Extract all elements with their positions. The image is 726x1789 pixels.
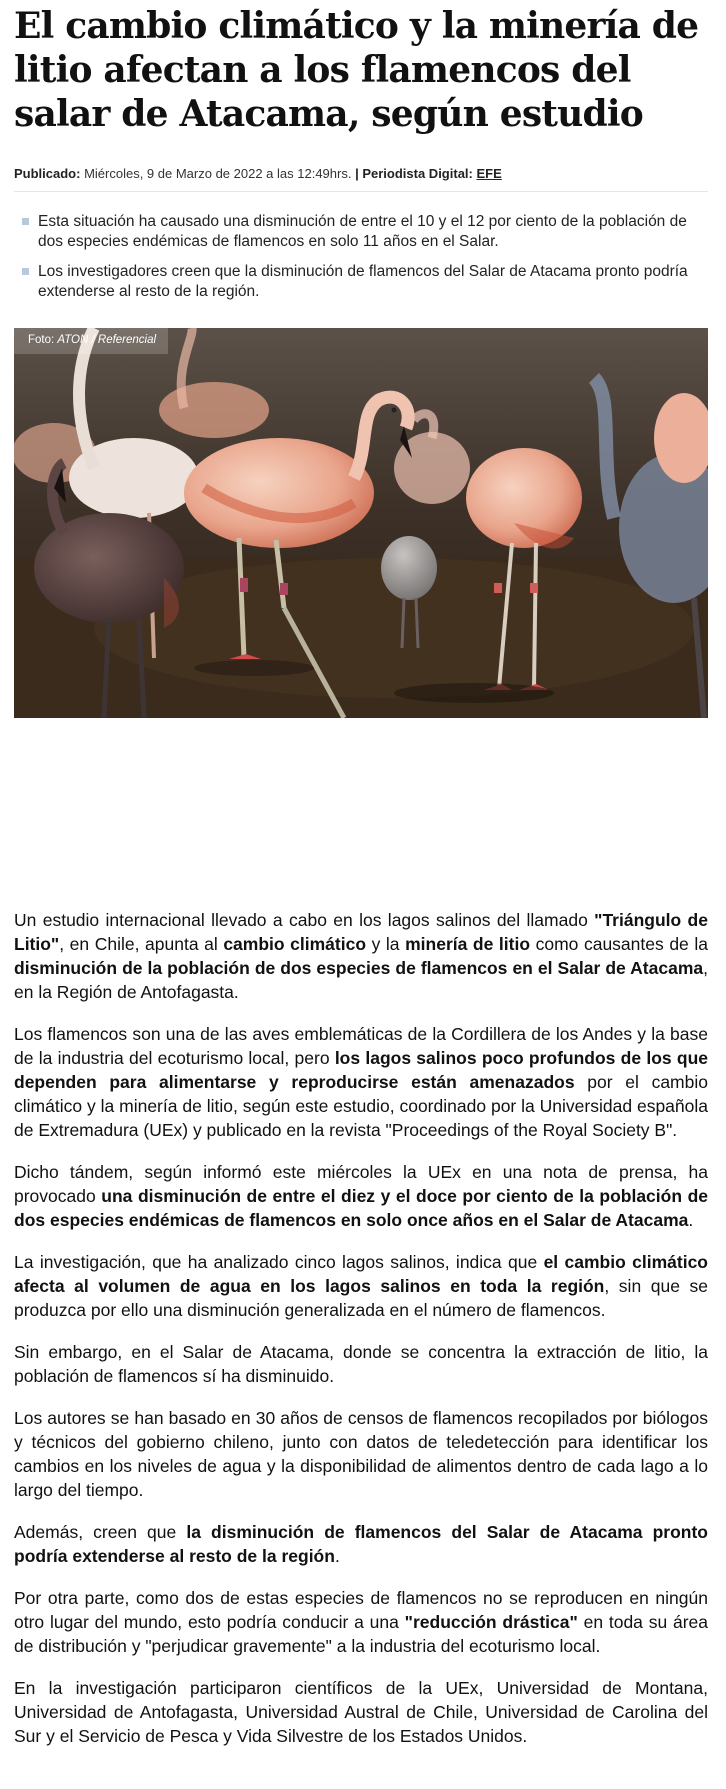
emphasis-text: minería de litio [405, 934, 531, 954]
paragraph-text: , en Chile, apunta al [59, 934, 224, 954]
author-label: Periodista Digital: [362, 166, 473, 181]
article-paragraph [14, 1676, 708, 1748]
photo-credit-label: Foto: [28, 334, 55, 346]
paragraph-text: , sin que se produzca por ello una disminución generalizada en el número de flamencos. [14, 1276, 708, 1320]
article-paragraph [14, 1406, 708, 1502]
paragraph-text: Un estudio internacional llevado a cabo en los lagos salinos del llamado [14, 910, 595, 930]
article-photo [14, 328, 708, 718]
paragraph-text: Dicho tándem, según informó este miércoles la UEx en una nota de prensa, ha provocado [14, 1162, 708, 1206]
article-paragraph [14, 1520, 708, 1568]
article-paragraph [14, 1160, 708, 1232]
article-paragraph [14, 1022, 708, 1142]
published-label: Publicado: [14, 166, 81, 181]
ad-placeholder [14, 718, 708, 908]
article-paragraph [14, 1250, 708, 1322]
article [14, 0, 708, 1766]
paragraph-text: Sin embargo, en el Salar de Atacama, donde se concentra la extracción de litio, la población de flamencos sí ha disminuido. [14, 1342, 708, 1386]
paragraph-text: en toda su área de distribución y "perjudicar gravemente" a la industria del ecoturismo local. [14, 1612, 708, 1656]
bullet-square-icon [22, 218, 29, 225]
article-paragraph [14, 1586, 708, 1658]
paragraph-text: por el cambio climático y la minería de litio, según este estudio, coordinado por la Universidad española de Extremadura (UEx) y publicado en la revista "Proceedings of the Royal Society B". [14, 1072, 708, 1140]
emphasis-text: "Triángulo de Litio" [14, 910, 708, 954]
summary-bullet [14, 212, 708, 252]
paragraph-text: como causantes de la [530, 934, 708, 954]
paragraph-text: Además, creen que [14, 1522, 187, 1542]
emphasis-text: disminución de la población de dos especies de flamencos en el Salar de Atacama [14, 958, 704, 978]
summary-bullet-text: Los investigadores creen que la disminución de flamencos del Salar de Atacama pronto podría extenderse al resto de la región. [38, 263, 688, 300]
flamingos-image [14, 328, 708, 718]
paragraph-text: La investigación, que ha analizado cinco lagos salinos, indica que [14, 1252, 544, 1272]
meta-separator: | [355, 166, 359, 181]
summary-bullet-text: Esta situación ha causado una disminución de entre el 10 y el 12 por ciento de la población de dos especies endémicas de flamencos en solo 11 años en el Salar. [38, 213, 687, 250]
emphasis-text: los lagos salinos poco profundos de los que dependen para alimentarse y reproducirse están amenazados [14, 1048, 708, 1092]
article-paragraph [14, 908, 708, 1004]
paragraph-text: . [334, 1546, 340, 1566]
paragraph-text: y la [366, 934, 406, 954]
paragraph-text: Por otra parte, como dos de estas especies de flamencos no se reproducen en ningún otro lugar del mundo, esto podría conducir a una [14, 1588, 708, 1632]
emphasis-text: cambio climático [223, 934, 367, 954]
bullet-square-icon [22, 268, 29, 275]
paragraph-text: . [688, 1210, 694, 1230]
paragraph-text: Los autores se han basado en 30 años de censos de flamencos recopilados por biólogos y técnicos del gobierno chileno, junto con datos de teledetección para identificar los cambios en los niveles de agua y la disponibilidad de alimentos dentro de cada lago a lo largo del tiempo. [14, 1408, 708, 1500]
emphasis-text: el cambio climático afecta al volumen de agua en los lagos salinos en toda la región [14, 1252, 708, 1296]
summary-bullets [14, 212, 708, 302]
emphasis-text: una disminución de entre el diez y el doce por ciento de la población de dos especies endémicas de flamencos en solo once años en el Salar de Atacama [14, 1186, 708, 1230]
paragraph-text: , en la Región de Antofagasta. [14, 958, 708, 1002]
emphasis-text: la disminución de flamencos del Salar de Atacama pronto podría extenderse al resto de la región [14, 1522, 708, 1566]
photo-credit-value: ATON / Referencial [57, 334, 157, 346]
article-paragraph [14, 1340, 708, 1388]
article-title: El cambio climático y la minería de litio afectan a los flamencos del salar de Atacama, según estudio [14, 5, 699, 135]
photo-credit [14, 328, 168, 354]
article-meta [14, 166, 708, 192]
article-body [14, 908, 708, 1748]
paragraph-text: Los flamencos son una de las aves emblemáticas de la Cordillera de los Andes y la base de la industria del ecoturismo local, pero [14, 1024, 708, 1068]
paragraph-text: En la investigación participaron científicos de la UEx, Universidad de Montana, Universidad de Antofagasta, Universidad Austral de Chile, Universidad de Carolina del Sur y el Servicio de Pesca y Vida Silvestre de los Estados Unidos. [14, 1678, 708, 1746]
published-date: Miércoles, 9 de Marzo de 2022 a las 12:49hrs. [84, 166, 352, 181]
emphasis-text: "reducción drástica" [404, 1612, 578, 1632]
agency-link[interactable]: EFE [476, 166, 502, 181]
summary-bullet [14, 262, 708, 302]
